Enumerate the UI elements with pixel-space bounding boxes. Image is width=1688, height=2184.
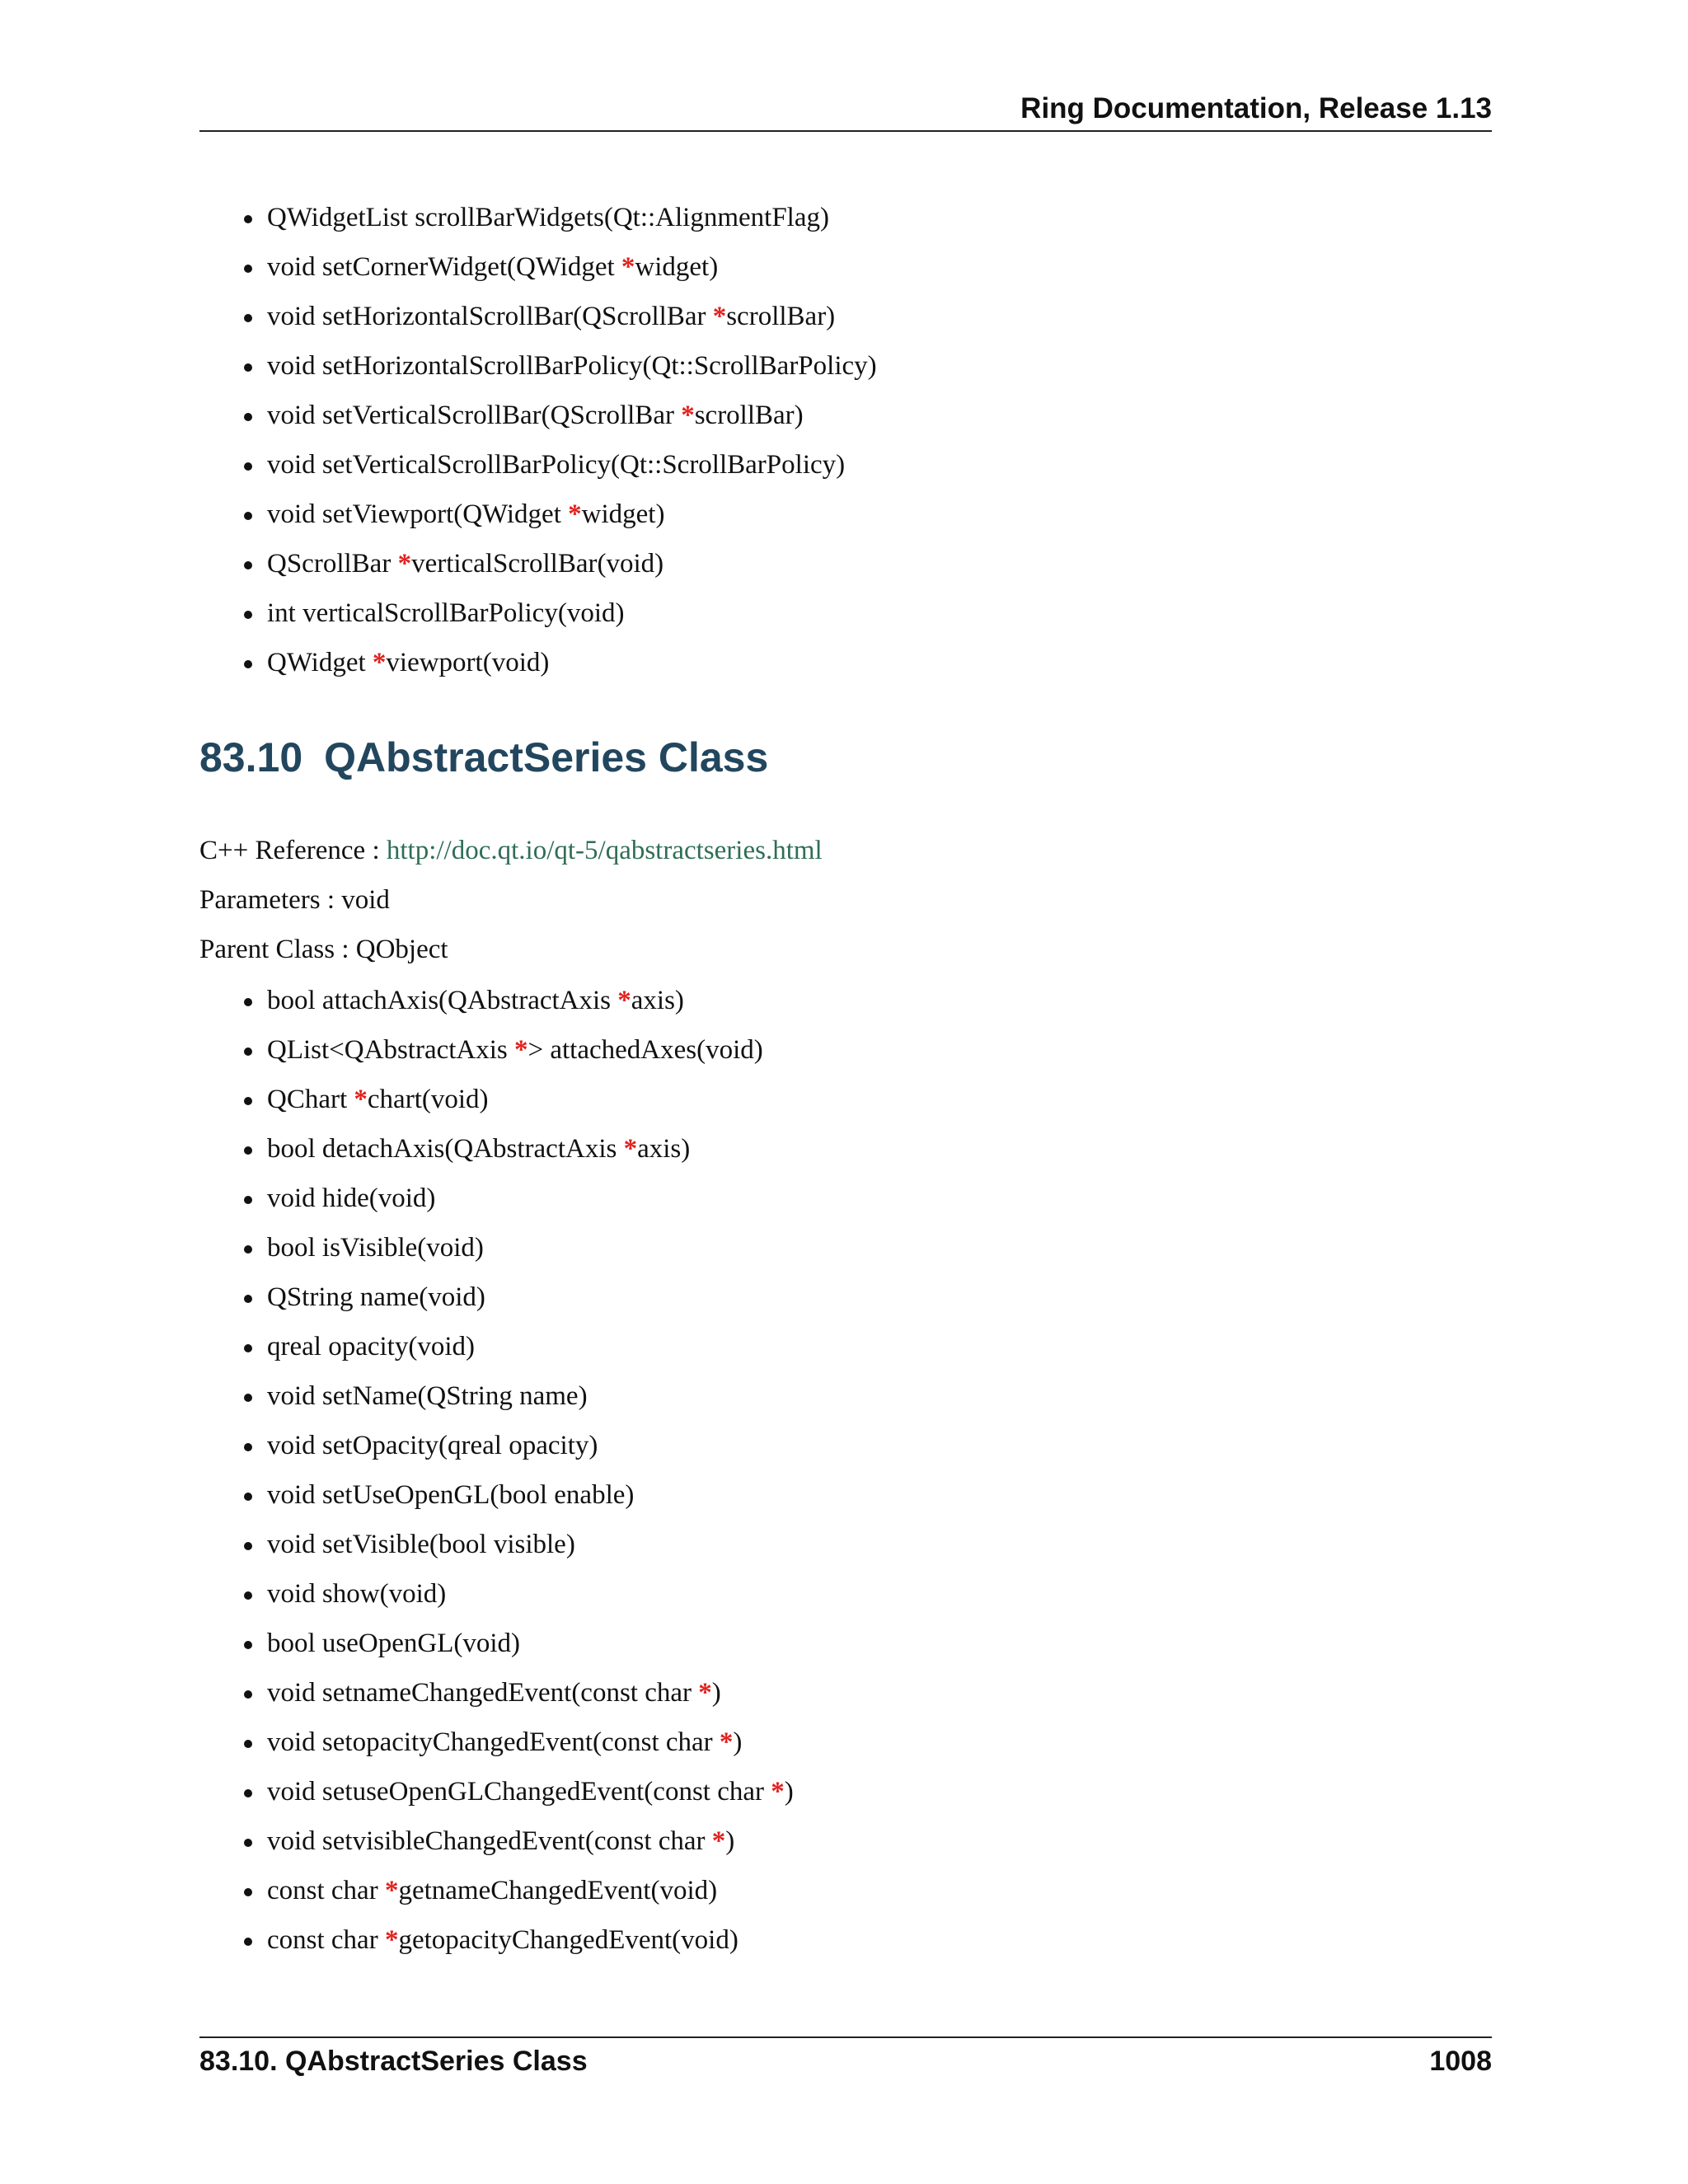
bullet-icon: [244, 512, 252, 520]
method-signature-start: void setVerticalScrollBarPolicy(Qt::ScrollBarPolicy): [267, 450, 846, 480]
pointer-star: *: [384, 1925, 399, 1955]
method-signature-start: void hide(void): [267, 1183, 436, 1213]
method-signature-end: ): [733, 1727, 743, 1757]
method-signature-end: getnameChangedEvent(void): [398, 1876, 718, 1905]
running-header: Ring Documentation, Release 1.13: [1020, 92, 1492, 124]
list-item: [199, 393, 1492, 443]
method-signature-start: void setName(QString name): [267, 1381, 588, 1411]
bullet-icon: [244, 998, 252, 1006]
bullet-icon: [244, 363, 252, 372]
method-signature-start: void show(void): [267, 1579, 447, 1609]
method-signature-end: getopacityChangedEvent(void): [398, 1925, 738, 1955]
method-signature-start: bool useOpenGL(void): [267, 1629, 521, 1658]
pointer-star: *: [617, 986, 631, 1015]
bullet-icon: [244, 1295, 252, 1303]
bullet-icon: [244, 1888, 252, 1896]
method-signature-end: ): [711, 1678, 721, 1708]
list-item: [199, 1077, 1492, 1127]
list-item: [199, 978, 1492, 1028]
bullet-icon: [244, 1839, 252, 1847]
list-item: [199, 344, 1492, 393]
bullet-icon: [244, 413, 252, 421]
pointer-star: *: [514, 1035, 528, 1065]
bullet-icon: [244, 1740, 252, 1748]
method-signature-start: void setOpacity(qreal opacity): [267, 1431, 598, 1460]
bullet-icon: [244, 1690, 252, 1699]
pointer-star: *: [711, 1826, 726, 1856]
list-item: [199, 1127, 1492, 1176]
bullet-icon: [244, 1196, 252, 1204]
method-signature-start: QString name(void): [267, 1282, 485, 1312]
method-signature-start: QWidgetList scrollBarWidgets(Qt::AlignmentFlag): [267, 203, 829, 232]
method-list-qabstractseries: [199, 978, 1492, 1967]
footer-rule: [199, 2036, 1492, 2038]
method-signature-start: void setViewport(QWidget: [267, 499, 569, 529]
list-item: [199, 1621, 1492, 1671]
list-item: [199, 541, 1492, 591]
bullet-icon: [244, 1344, 252, 1352]
bullet-icon: [244, 1245, 252, 1254]
method-signature-start: const char: [267, 1876, 385, 1905]
bullet-icon: [244, 1493, 252, 1501]
pointer-star: *: [681, 401, 695, 430]
cpp-reference-line: [199, 828, 823, 873]
bullet-icon: [244, 314, 252, 322]
method-signature-start: void setvisibleChangedEvent(const char: [267, 1826, 712, 1856]
reference-link[interactable]: http://doc.qt.io/qt-5/qabstractseries.html: [386, 836, 823, 865]
bullet-icon: [244, 561, 252, 569]
list-item: [199, 1374, 1492, 1423]
list-item: [199, 1324, 1492, 1374]
method-signature-start: void setopacityChangedEvent(const char: [267, 1727, 720, 1757]
method-signature-end: verticalScrollBar(void): [411, 549, 664, 579]
method-signature-end: axis): [631, 986, 684, 1015]
list-item: [199, 640, 1492, 690]
method-signature-end: ): [784, 1777, 794, 1807]
method-signature-start: bool attachAxis(QAbstractAxis: [267, 986, 618, 1015]
bullet-icon: [244, 215, 252, 223]
bullet-icon: [244, 1443, 252, 1451]
bullet-icon: [244, 660, 252, 668]
method-signature-start: void setVisible(bool visible): [267, 1530, 575, 1559]
pointer-star: *: [397, 549, 412, 579]
method-signature-end: scrollBar): [726, 302, 836, 331]
pointer-star: *: [623, 1134, 638, 1164]
section-number: 83.10: [199, 734, 303, 780]
method-signature-start: void setHorizontalScrollBarPolicy(Qt::ScrollBarPolicy): [267, 351, 877, 381]
list-item: [199, 591, 1492, 640]
bullet-icon: [244, 1047, 252, 1056]
method-signature-start: void setCornerWidget(QWidget: [267, 252, 621, 282]
method-signature-start: void setnameChangedEvent(const char: [267, 1678, 699, 1708]
method-signature-end: widget): [635, 252, 719, 282]
method-signature-start: QWidget: [267, 648, 373, 677]
method-signature-end: chart(void): [367, 1085, 489, 1114]
list-item: [199, 1423, 1492, 1473]
pointer-star: *: [568, 499, 582, 529]
list-item: [199, 1720, 1492, 1769]
bullet-icon: [244, 1097, 252, 1105]
list-item: [199, 1918, 1492, 1967]
list-item: [199, 1868, 1492, 1918]
method-signature-start: qreal opacity(void): [267, 1332, 475, 1361]
list-item: [199, 443, 1492, 492]
list-item: [199, 1522, 1492, 1572]
bullet-icon: [244, 1641, 252, 1649]
method-signature-end: axis): [637, 1134, 691, 1164]
section-title: QAbstractSeries Class: [324, 734, 769, 780]
list-item: [199, 1275, 1492, 1324]
section-heading: [199, 733, 768, 781]
method-signature-end: > attachedAxes(void): [528, 1035, 763, 1065]
method-signature-start: const char: [267, 1925, 385, 1955]
bullet-icon: [244, 1394, 252, 1402]
method-signature-start: void setuseOpenGLChangedEvent(const char: [267, 1777, 771, 1807]
parameters-line: Parameters : void: [199, 885, 390, 915]
bullet-icon: [244, 1591, 252, 1600]
pointer-star: *: [712, 302, 727, 331]
bullet-icon: [244, 462, 252, 471]
pointer-star: *: [621, 252, 635, 282]
method-signature-start: QChart: [267, 1085, 354, 1114]
footer-section-title: 83.10. QAbstractSeries Class: [199, 2046, 588, 2077]
document-page: [199, 0, 1492, 2184]
method-signature-start: bool isVisible(void): [267, 1233, 484, 1263]
method-signature-start: int verticalScrollBarPolicy(void): [267, 598, 625, 628]
method-signature-start: void setUseOpenGL(bool enable): [267, 1480, 635, 1510]
method-signature-start: void setHorizontalScrollBar(QScrollBar: [267, 302, 713, 331]
list-item: [199, 1028, 1492, 1077]
method-signature-start: void setVerticalScrollBar(QScrollBar: [267, 401, 682, 430]
reference-label: C++ Reference :: [199, 836, 387, 865]
method-signature-end: scrollBar): [694, 401, 804, 430]
list-item: [199, 1769, 1492, 1819]
bullet-icon: [244, 1146, 252, 1155]
pointer-star: *: [771, 1777, 785, 1807]
method-signature-end: ): [725, 1826, 735, 1856]
list-item: [199, 1176, 1492, 1226]
method-list-previous-class: [199, 195, 1492, 690]
method-signature-start: QList<QAbstractAxis: [267, 1035, 514, 1065]
pointer-star: *: [384, 1876, 399, 1905]
list-item: [199, 1473, 1492, 1522]
method-signature-start: bool detachAxis(QAbstractAxis: [267, 1134, 624, 1164]
pointer-star: *: [372, 648, 387, 677]
list-item: [199, 195, 1492, 245]
pointer-star: *: [698, 1678, 712, 1708]
method-signature-start: QScrollBar: [267, 549, 398, 579]
bullet-icon: [244, 1542, 252, 1550]
list-item: [199, 294, 1492, 344]
list-item: [199, 1819, 1492, 1868]
method-signature-end: widget): [581, 499, 665, 529]
page-number: 1008: [1429, 2046, 1492, 2077]
method-signature-end: viewport(void): [386, 648, 550, 677]
list-item: [199, 1671, 1492, 1720]
list-item: [199, 1226, 1492, 1275]
bullet-icon: [244, 611, 252, 619]
bullet-icon: [244, 265, 252, 273]
pointer-star: *: [354, 1085, 368, 1114]
parent-class-line: Parent Class : QObject: [199, 935, 448, 964]
list-item: [199, 245, 1492, 294]
header-rule: [199, 130, 1492, 132]
bullet-icon: [244, 1789, 252, 1797]
list-item: [199, 1572, 1492, 1621]
bullet-icon: [244, 1938, 252, 1946]
pointer-star: *: [719, 1727, 734, 1757]
list-item: [199, 492, 1492, 541]
